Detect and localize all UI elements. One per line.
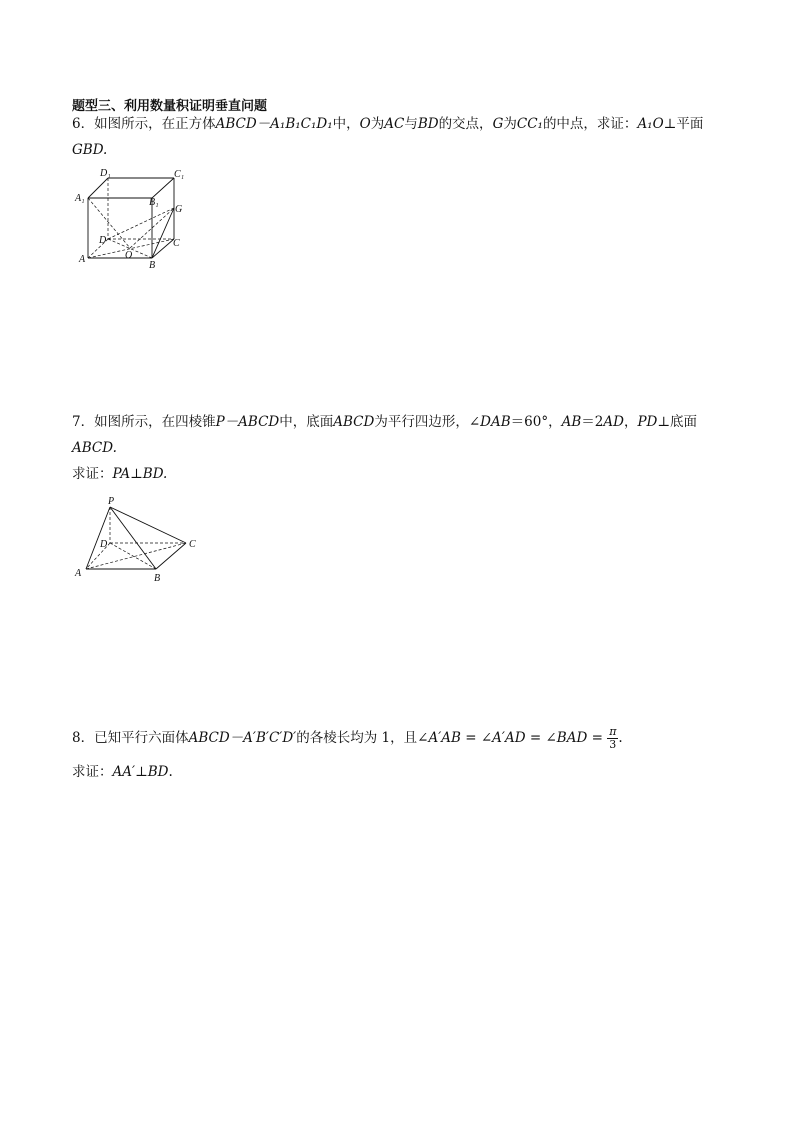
problem-6-number: 6 xyxy=(72,116,81,132)
label-C1: C₁ xyxy=(174,169,185,180)
problem-7-line-1: 7．如图所示，在四棱锥P－ABCD中，底面ABCD为平行四边形，∠DAB＝60°，AB＝2AD，PD⊥底面 xyxy=(72,414,698,430)
problem-7-line-2: ABCD. xyxy=(72,440,117,456)
problem-7-number: 7 xyxy=(72,414,81,430)
problem-8-line-1: 8．已知平行六面体ABCD－A′B′C′D′的各棱长均为 1，且∠A′AB = ∠A′AD = ∠BAD = $\frac{\pi}{3}$ . xyxy=(72,725,623,751)
problem-8-number: 8 xyxy=(72,730,81,746)
fraction-pi-over-3: $\frac{\pi}{3}$ xyxy=(609,725,617,751)
label-C: C xyxy=(189,539,196,550)
label-B: B xyxy=(149,260,156,271)
label-P: P xyxy=(108,496,115,507)
label-C: C xyxy=(173,238,180,249)
label-A: A xyxy=(75,568,82,579)
label-B: B xyxy=(154,573,161,584)
section-title: 题型三、利用数量积证明垂直问题 xyxy=(72,99,268,114)
label-A: A xyxy=(79,254,86,265)
label-D1: D₁ xyxy=(100,168,111,179)
label-D: D xyxy=(99,235,107,246)
label-D: D xyxy=(100,539,108,550)
label-O: O xyxy=(125,250,133,261)
problem-6-line-1: 6．如图所示，在正方体ABCD－A₁B₁C₁D₁中，O为AC与BD的交点，G为CC₁的中点，求证：A₁O⊥平面 xyxy=(72,116,704,132)
problem-8-prove: 求证：AA′⊥BD. xyxy=(72,764,173,780)
pyramid-figure xyxy=(72,492,207,587)
problem-6-line-2: GBD. xyxy=(72,142,108,158)
label-A1: A₁ xyxy=(75,193,85,204)
label-B1: B₁ xyxy=(149,197,159,208)
label-G: G xyxy=(175,204,183,215)
cube-figure xyxy=(72,165,197,271)
problem-7-prove: 求证：PA⊥BD. xyxy=(72,466,168,482)
